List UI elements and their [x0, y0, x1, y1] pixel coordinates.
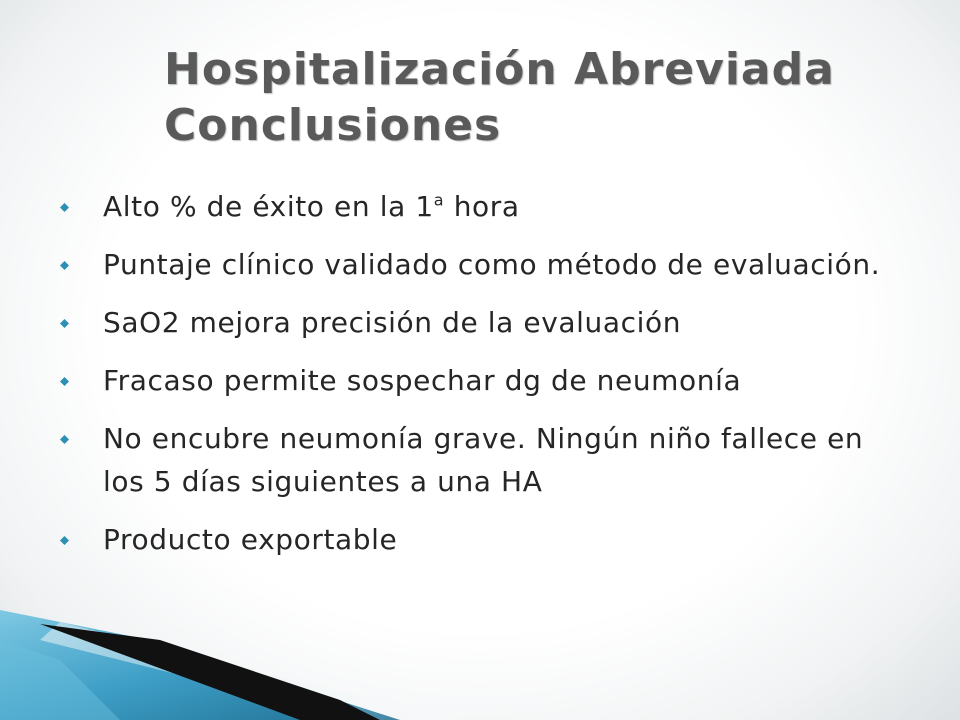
diamond-bullet-icon: [60, 435, 69, 444]
slide-title-line-2: Conclusiones: [164, 100, 502, 151]
bullet-text: SaO2 mejora precisión de la evaluación: [103, 306, 682, 339]
bullet-item-5: [60, 417, 890, 503]
bullet-item-4: [60, 359, 890, 402]
bullet-text-suffix: hora: [444, 190, 520, 223]
bullet-superscript: a: [433, 190, 445, 210]
bullet-item-3: [60, 301, 890, 344]
dark-stripe: [40, 624, 380, 720]
diamond-bullet-icon: [60, 536, 69, 545]
bullet-item-6: [60, 518, 890, 561]
diamond-bullet-icon: [60, 319, 69, 328]
bullet-item-1: [60, 185, 890, 228]
teal-wedge: [0, 610, 400, 720]
diamond-bullet-icon: [60, 203, 69, 212]
bullet-text: Fracaso permite sospechar dg de neumonía: [103, 364, 742, 397]
slide-title: [164, 42, 924, 154]
bullet-text: No encubre neumonía grave. Ningún niño fallece en los 5 días siguientes a una HA: [103, 422, 864, 498]
slide-title-line-1: Hospitalización Abreviada: [164, 44, 835, 95]
bullet-list: [60, 185, 890, 576]
pale-stripe: [40, 622, 500, 720]
diamond-bullet-icon: [60, 377, 69, 386]
bullet-text: Alto % de éxito en la 1: [103, 190, 434, 223]
teal-highlight: [0, 640, 120, 720]
diamond-bullet-icon: [60, 261, 69, 270]
bullet-item-2: [60, 243, 890, 286]
bullet-text: Producto exportable: [103, 523, 398, 556]
bullet-text: Puntaje clínico validado como método de evaluación.: [103, 248, 881, 281]
